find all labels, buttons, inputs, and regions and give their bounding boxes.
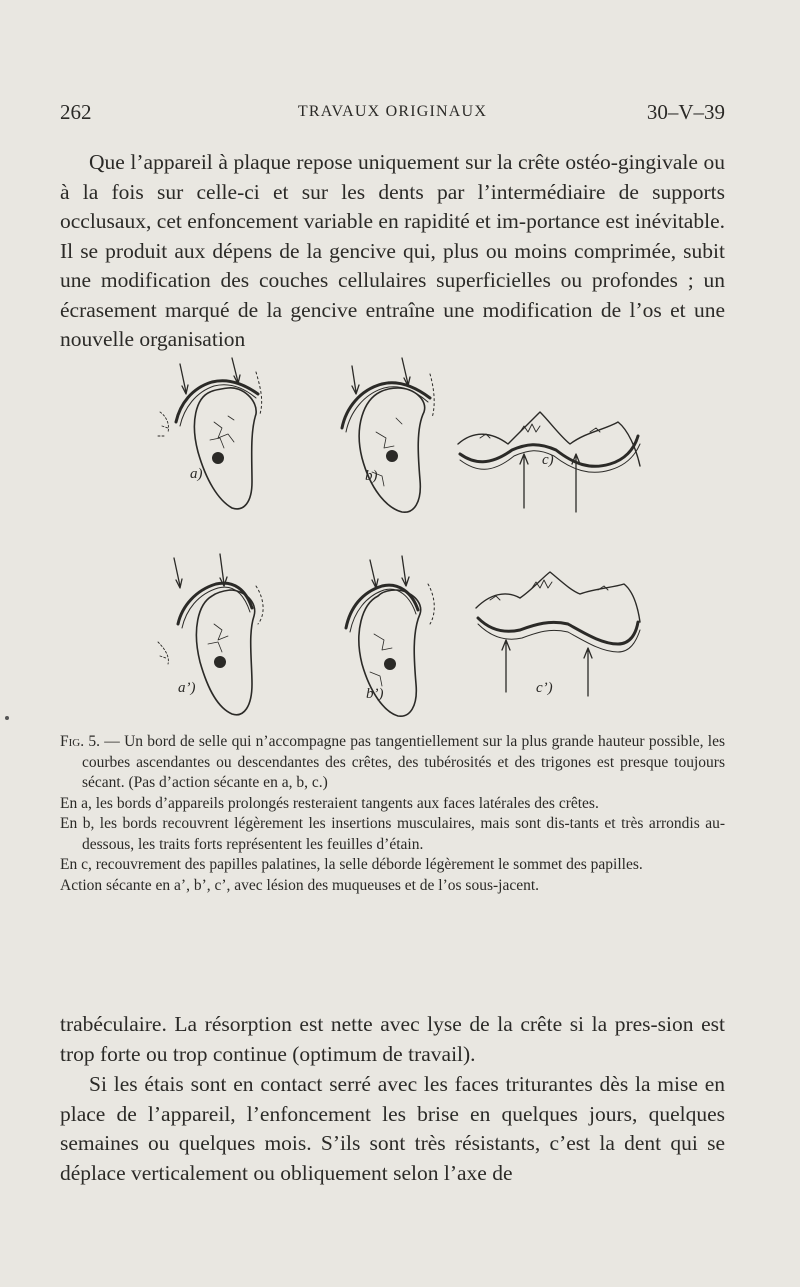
diagram-a-arrow-2	[232, 358, 240, 384]
caption-main-text: — Un bord de selle qui n’accompagne pas tangentiellement sur la plus grande hauteur possible, les courbes ascendantes ou descendantes des crêtes, des tubérosités et des trigones est presque toujours sécant. (Pas d’action sécante en a, b, c.)	[82, 733, 725, 791]
diagram-a	[158, 358, 262, 509]
body-paragraph-2: trabéculaire. La résorption est nette avec lyse de la crête si la pres-sion est trop forte ou trop continue (optimum de travail).	[60, 1012, 725, 1066]
diagram-a-prime-arrow-1	[174, 558, 182, 588]
label-a-prime: a’)	[178, 680, 196, 696]
diagram-c-prime-crest	[476, 572, 640, 622]
diagram-a-prime	[158, 554, 263, 715]
caption-line-c: En c, recouvrement des papilles palatines, la selle déborde légèrement le sommet des papilles.	[60, 856, 643, 873]
figure-caption	[60, 732, 725, 896]
diagram-b-prime	[346, 556, 434, 716]
fig-label: Fig. 5.	[60, 733, 101, 750]
diagram-b	[342, 358, 434, 512]
diagram-b-prime-saddle	[346, 585, 418, 628]
diagram-b-arrow-2	[402, 358, 410, 386]
diagram-b-prime-arrow-2	[402, 556, 409, 586]
caption-line-a: En a, les bords d’appareils prolongés resteraient tangents aux faces latérales des crêtes.	[60, 794, 599, 812]
diagram-b-prime-arrow-1	[370, 560, 378, 588]
label-a: a)	[190, 466, 203, 482]
page-number: 262	[60, 100, 92, 124]
label-c: c)	[542, 452, 554, 468]
diagram-c-prime-arrow-1	[502, 640, 510, 692]
body-paragraph-1: Que l’appareil à plaque repose uniquement sur la crête ostéo-gingivale ou à la fois sur celle-ci et sur les dents par l’intermédiaire de supports occlusaux, cet enfoncement variable en rapidité et im-portance est inévitable. Il se produit aux dépens de la gencive qui, plus ou moins comprimée, subit une modification des couches cellulaires superficielles ou profondes ; un écrasement marqué de la gencive entraîne une modification de l’os et une nouvelle organisation	[60, 150, 725, 351]
diagram-a-saddle	[176, 381, 258, 422]
label-b: b)	[365, 468, 378, 484]
diagram-b-arrow-1	[352, 366, 359, 394]
running-header	[60, 100, 725, 130]
label-b-prime: b’)	[366, 686, 384, 702]
diagram-c-arrow-2	[572, 454, 580, 512]
issue-date: 30–V–39	[646, 100, 725, 124]
caption-line-b: En b, les bords recouvrent légèrement les insertions musculaires, mais sont dis-tants et très arrondis au-dessous, les traits forts représentent les feuilles d’étain.	[60, 815, 725, 853]
margin-dot	[5, 716, 9, 720]
diagram-c-prime	[476, 572, 640, 696]
diagram-c-arrow-1	[520, 454, 528, 508]
diagram-a-prime-ridge	[196, 590, 254, 715]
body-paragraph-3: Si les étais sont en contact serré avec les faces triturantes dès la mise en place de l’appareil, l’enfoncement les brise en quelques jours, quelques semaines ou quelques mois. S’ils sont très résistants, c’est la dent qui se déplace verticalement ou obliquement selon l’axe de	[60, 1072, 725, 1185]
diagram-a-ridge	[194, 388, 256, 509]
label-c-prime: c’)	[536, 680, 553, 696]
diagram-a-arrow-1	[180, 364, 188, 394]
running-title: TRAVAUX ORIGINAUX	[297, 103, 488, 120]
caption-line-action: Action sécante en a’, b’, c’, avec lésion des muqueuses et de l’os sous-jacent.	[60, 876, 540, 894]
diagram-c-prime-arrow-2	[584, 648, 592, 696]
caption-main-paragraph	[60, 732, 725, 794]
figure-5-illustration	[140, 352, 660, 727]
diagram-a-prime-arrow-2	[220, 554, 227, 586]
